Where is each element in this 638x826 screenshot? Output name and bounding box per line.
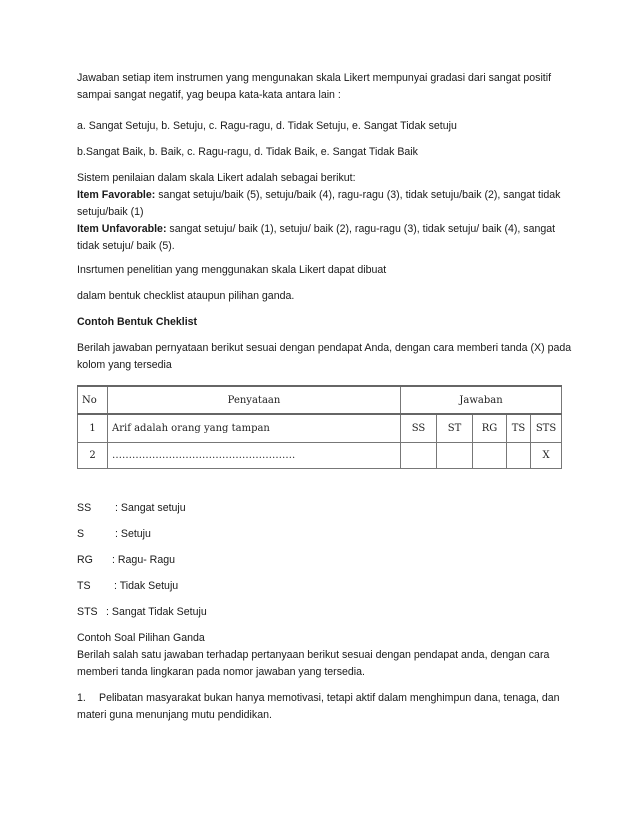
mc-section (77, 630, 572, 681)
intro-line-2: sampai sangat negatif, yag beupa kata-kata antara lain : (77, 89, 341, 101)
legend-value: : Setuju (115, 528, 151, 540)
row-statement: Arif adalah orang yang tampan (108, 414, 401, 443)
checklist-heading-text: Contoh Bentuk Cheklist (77, 316, 198, 328)
option-a: a. Sangat Setuju, b. Setuju, c. Ragu-ragu, d. Tidak Setuju, e. Sangat Tidak setuju (77, 120, 457, 132)
question-number: 1. (77, 692, 86, 704)
answer-cell-st[interactable] (437, 443, 473, 469)
answer-cell-ss[interactable] (401, 443, 437, 469)
answer-cell-rg[interactable]: RG (473, 414, 507, 443)
checklist-table (77, 385, 562, 469)
mc-question-1-line-1 (77, 690, 572, 707)
favorable-line-1 (77, 187, 572, 204)
checklist-instruction-line-1: Berilah jawaban pernyataan berikut sesuai dengan pendapat Anda, dengan cara memberi tanda (X) pada (77, 342, 572, 354)
answer-cell-st[interactable]: ST (437, 414, 473, 443)
unfavorable-label: Item Unfavorable: (77, 223, 167, 235)
header-answer: Jawaban (401, 386, 562, 414)
legend-key: TS (77, 580, 91, 592)
checklist-heading (77, 314, 572, 331)
table-header-row (78, 386, 562, 414)
mc-question-1 (77, 690, 572, 724)
legend-item-s (77, 526, 151, 543)
legend-key: S (77, 528, 85, 540)
table-row (78, 414, 562, 443)
answer-cell-sts[interactable]: STS (531, 414, 562, 443)
answer-cell-rg[interactable] (473, 443, 507, 469)
mc-instruction-line-2: memberi tanda lingkaran pada nomor jawaban yang tersedia. (77, 666, 365, 678)
mc-heading: Contoh Soal Pilihan Ganda (77, 632, 205, 644)
instrument-line-2: dalam bentuk checklist ataupun pilihan ganda. (77, 290, 295, 302)
legend-key: STS (77, 606, 98, 618)
row-statement: ………………………………………………. (108, 443, 401, 469)
mc-question-1-line-2: materi guna menunjang mutu pendidikan. (77, 709, 272, 721)
legend-value: : Sangat Tidak Setuju (106, 606, 207, 618)
favorable-text-1: sangat setuju/baik (5), setuju/baik (4), ragu-ragu (3), tidak setuju/baik (2), sangat tidak (155, 189, 561, 201)
favorable-line-2: setuju/baik (1) (77, 206, 144, 218)
checklist-instruction-line-2: kolom yang tersedia (77, 359, 172, 371)
unfavorable-line-2: tidak setuju/ baik (5). (77, 240, 175, 252)
question-text: Pelibatan masyarakat bukan hanya memotivasi, tetapi aktif dalam menghimpun dana, tenaga, dan (99, 692, 560, 704)
legend-key: SS (77, 502, 92, 514)
legend-item-ss (77, 500, 186, 517)
legend-value: : Sangat setuju (115, 502, 186, 514)
option-b: b.Sangat Baik, b. Baik, c. Ragu-ragu, d. Tidak Baik, e. Sangat Tidak Baik (77, 146, 418, 158)
intro-paragraph (77, 70, 572, 104)
instrument-line-1: Insrtumen penelitian yang menggunakan skala Likert dapat dibuat (77, 264, 387, 276)
answer-cell-ts[interactable] (507, 443, 531, 469)
legend-value: : Ragu- Ragu (112, 554, 176, 566)
row-number: 1 (78, 414, 108, 443)
legend-value: : Tidak Setuju (114, 580, 179, 592)
mc-instruction-line-1: Berilah salah satu jawaban terhadap pertanyaan berikut sesuai dengan pendapat anda, dengan cara (77, 649, 550, 661)
answer-cell-ss[interactable]: SS (401, 414, 437, 443)
unfavorable-text-1: sangat setuju/ baik (1), setuju/ baik (2), ragu-ragu (3), tidak setuju/ baik (4), sangat (166, 223, 556, 235)
answer-cell-ts[interactable]: TS (507, 414, 531, 443)
legend-item-ts (77, 578, 178, 595)
scoring-heading: Sistem penilaian dalam skala Likert adalah sebagai berikut: (77, 172, 356, 184)
intro-line-1: Jawaban setiap item instrumen yang mengunakan skala Likert mempunyai gradasi dari sangat positif (77, 72, 552, 84)
favorable-label: Item Favorable: (77, 189, 156, 201)
answer-cell-sts[interactable]: X (531, 443, 562, 469)
header-statement: Penyataan (108, 386, 401, 414)
header-no: No (78, 386, 108, 414)
legend-item-sts (77, 604, 207, 621)
legend-item-rg (77, 552, 175, 569)
checklist-instruction (77, 340, 572, 374)
row-number: 2 (78, 443, 108, 469)
unfavorable-line-1 (77, 221, 572, 238)
legend-key: RG (77, 554, 93, 566)
scoring-paragraph (77, 170, 572, 255)
table-row (78, 443, 562, 469)
